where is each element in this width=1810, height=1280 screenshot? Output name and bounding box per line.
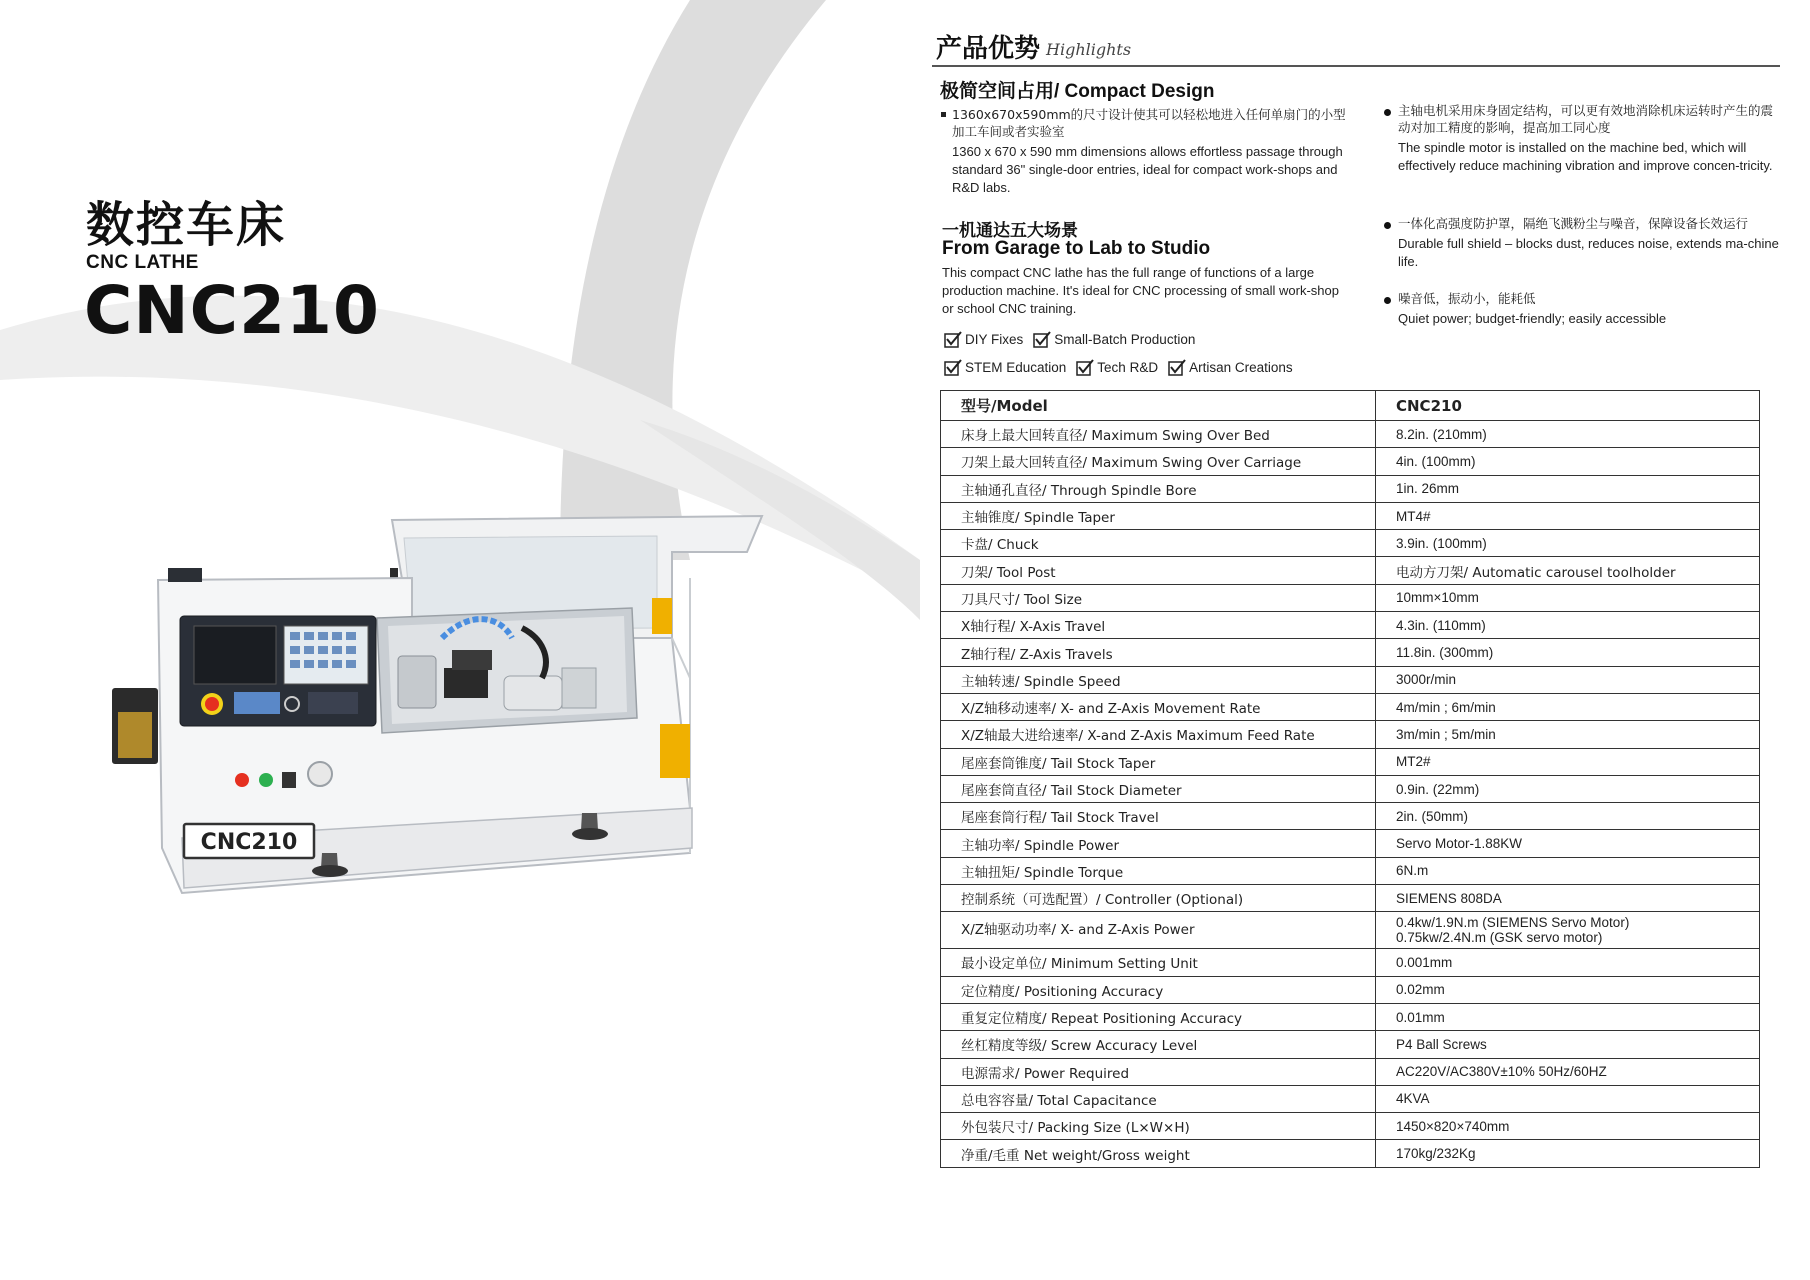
spec-label: 总电容容量/ Total Capacitance xyxy=(941,1085,1376,1112)
compact-heading: 极简空间占用/ Compact Design xyxy=(940,81,1215,102)
scenario-heading-en: From Garage to Lab to Studio xyxy=(942,238,1211,259)
spec-label: 主轴锥度/ Spindle Taper xyxy=(941,502,1376,529)
spec-row xyxy=(941,666,1760,693)
spec-row xyxy=(941,949,1760,976)
cnc-lathe-illustration xyxy=(112,508,812,1028)
spec-row xyxy=(941,502,1760,529)
spec-label: X轴行程/ X-Axis Travel xyxy=(941,612,1376,639)
spec-label: X/Z轴移动速率/ X- and Z-Axis Movement Rate xyxy=(941,693,1376,720)
spec-row xyxy=(941,1113,1760,1140)
spec-value: 8.2in. (210mm) xyxy=(1376,421,1760,448)
scenario-item: DIY Fixes xyxy=(944,331,1023,348)
spec-label: 主轴转速/ Spindle Speed xyxy=(941,666,1376,693)
scenario-body: This compact CNC lathe has the full range of functions of a large production machine. It's ideal for CNC processing of small work-shop or school CNC training. xyxy=(942,265,1339,316)
spec-row xyxy=(941,721,1760,748)
spec-value: 3m/min ; 5m/min xyxy=(1376,721,1760,748)
check-box-icon xyxy=(944,359,962,376)
spec-value: 4KVA xyxy=(1376,1085,1760,1112)
spec-label: 定位精度/ Positioning Accuracy xyxy=(941,976,1376,1003)
check-box-icon xyxy=(1168,359,1186,376)
spec-row xyxy=(941,584,1760,611)
spec-row xyxy=(941,748,1760,775)
spec-value: 170kg/232Kg xyxy=(1376,1140,1760,1167)
spec-row xyxy=(941,803,1760,830)
spec-label: 控制系统（可选配置）/ Controller (Optional) xyxy=(941,885,1376,912)
spec-row xyxy=(941,421,1760,448)
spec-label: 尾座套筒锥度/ Tail Stock Taper xyxy=(941,748,1376,775)
round-bullet-icon xyxy=(1384,222,1391,229)
compact-cn: 1360x670x590mm的尺寸设计使其可以轻松地进入任何单扇门的小型加工车间或者实验室 xyxy=(952,107,1346,139)
spec-row xyxy=(941,557,1760,584)
spec-label: 主轴通孔直径/ Through Spindle Bore xyxy=(941,475,1376,502)
spec-label: X/Z轴驱动功率/ X- and Z-Axis Power xyxy=(941,912,1376,949)
spec-label: 刀具尺寸/ Tool Size xyxy=(941,584,1376,611)
spec-label: 丝杠精度等级/ Screw Accuracy Level xyxy=(941,1031,1376,1058)
spec-label: 卡盘/ Chuck xyxy=(941,530,1376,557)
check-box-icon xyxy=(1076,359,1094,376)
scenario-item: Artisan Creations xyxy=(1168,359,1293,376)
spec-label: 重复定位精度/ Repeat Positioning Accuracy xyxy=(941,1003,1376,1030)
product-model: CNC210 xyxy=(84,272,380,349)
square-bullet-icon xyxy=(941,112,946,117)
spec-value: SIEMENS 808DA xyxy=(1376,885,1760,912)
spec-value: 11.8in. (300mm) xyxy=(1376,639,1760,666)
spec-label: 尾座套筒行程/ Tail Stock Travel xyxy=(941,803,1376,830)
scenario-item: Tech R&D xyxy=(1076,359,1158,376)
bullet-vibration: 主轴电机采用床身固定结构，可以更有效地消除机床运转时产生的震动对加工精度的影响，提高加工同心度 The spindle motor is installed on the machine bed, which will effectively reduce machining vibration and improve concen-tricity. xyxy=(1398,103,1774,173)
round-bullet-icon xyxy=(1384,109,1391,116)
spec-value: 0.01mm xyxy=(1376,1003,1760,1030)
highlights-title: 产品优势 xyxy=(936,34,1041,64)
scenario-heading-cn: 一机通达五大场景 xyxy=(942,221,1078,241)
bullet-quiet: 噪音低，振动小，能耗低 Quiet power; budget-friendly; easily accessible xyxy=(1398,291,1667,326)
spec-row xyxy=(941,1031,1760,1058)
spec-value: 4in. (100mm) xyxy=(1376,448,1760,475)
check-box-icon xyxy=(1033,331,1051,348)
machine-nameplate: CNC210 xyxy=(200,830,298,855)
spec-row xyxy=(941,857,1760,884)
spec-row xyxy=(941,1140,1760,1167)
spec-label: 主轴功率/ Spindle Power xyxy=(941,830,1376,857)
product-title-cn: 数控车床 xyxy=(86,197,287,253)
spec-label: 净重/毛重 Net weight/Gross weight xyxy=(941,1140,1376,1167)
spec-value: 10mm×10mm xyxy=(1376,584,1760,611)
bullet-shield: 一体化高强度防护罩，隔绝飞溅粉尘与噪音，保障设备长效运行 Durable full shield – blocks dust, reduces noise, extends ma-chine life. xyxy=(1398,216,1779,269)
spec-value: AC220V/AC380V±10% 50Hz/60HZ xyxy=(1376,1058,1760,1085)
highlights-rule xyxy=(932,65,1780,67)
spec-row xyxy=(941,1003,1760,1030)
spec-row xyxy=(941,693,1760,720)
spec-row xyxy=(941,475,1760,502)
spec-value: P4 Ball Screws xyxy=(1376,1031,1760,1058)
spec-label: 刀架/ Tool Post xyxy=(941,557,1376,584)
spec-value: 2in. (50mm) xyxy=(1376,803,1760,830)
spec-value: Servo Motor-1.88KW xyxy=(1376,830,1760,857)
spec-row xyxy=(941,639,1760,666)
spec-row xyxy=(941,448,1760,475)
spec-label: 主轴扭矩/ Spindle Torque xyxy=(941,857,1376,884)
scenario-row-2 xyxy=(944,359,1293,376)
check-box-icon xyxy=(944,331,962,348)
spec-row xyxy=(941,1058,1760,1085)
scenario-item: STEM Education xyxy=(944,359,1066,376)
spec-value: 3000r/min xyxy=(1376,666,1760,693)
spec-value: 3.9in. (100mm) xyxy=(1376,530,1760,557)
spec-value: 0.9in. (22mm) xyxy=(1376,775,1760,802)
spec-row xyxy=(941,976,1760,1003)
spec-row xyxy=(941,912,1760,949)
spec-header-label: 型号/Model xyxy=(941,391,1376,421)
round-bullet-icon xyxy=(1384,297,1391,304)
spec-label: 电源需求/ Power Required xyxy=(941,1058,1376,1085)
spec-row xyxy=(941,830,1760,857)
spec-label: 刀架上最大回转直径/ Maximum Swing Over Carriage xyxy=(941,448,1376,475)
spec-row xyxy=(941,530,1760,557)
spec-value: 4m/min ; 6m/min xyxy=(1376,693,1760,720)
spec-label: 尾座套筒直径/ Tail Stock Diameter xyxy=(941,775,1376,802)
spec-value: 0.4kw/1.9N.m (SIEMENS Servo Motor) 0.75kw/2.4N.m (GSK servo motor) xyxy=(1376,912,1760,949)
scenario-row-1 xyxy=(944,331,1195,348)
spec-value: 1in. 26mm xyxy=(1376,475,1760,502)
spec-value: 6N.m xyxy=(1376,857,1760,884)
compact-en: 1360 x 670 x 590 mm dimensions allows effortless passage through standard 36" single-door entries, ideal for compact work-shops and R&D labs. xyxy=(952,144,1343,195)
highlights-script: Highlights xyxy=(1046,40,1132,59)
spec-value: MT2# xyxy=(1376,748,1760,775)
spec-label: 床身上最大回转直径/ Maximum Swing Over Bed xyxy=(941,421,1376,448)
spec-row xyxy=(941,1085,1760,1112)
spec-row xyxy=(941,612,1760,639)
spec-row xyxy=(941,775,1760,802)
spec-table xyxy=(940,390,1760,1168)
spec-value: 1450×820×740mm xyxy=(1376,1113,1760,1140)
spec-header-value: CNC210 xyxy=(1376,391,1760,421)
scenario-item: Small-Batch Production xyxy=(1033,331,1195,348)
spec-value: MT4# xyxy=(1376,502,1760,529)
spec-value: 4.3in. (110mm) xyxy=(1376,612,1760,639)
spec-label: Z轴行程/ Z-Axis Travels xyxy=(941,639,1376,666)
spec-label: 最小设定单位/ Minimum Setting Unit xyxy=(941,949,1376,976)
product-title-en: CNC LATHE xyxy=(86,252,199,273)
spec-value: 电动方刀架/ Automatic carousel toolholder xyxy=(1376,557,1760,584)
spec-value: 0.02mm xyxy=(1376,976,1760,1003)
spec-row xyxy=(941,885,1760,912)
spec-label: X/Z轴最大进给速率/ X-and Z-Axis Maximum Feed Rate xyxy=(941,721,1376,748)
spec-value: 0.001mm xyxy=(1376,949,1760,976)
spec-header-row xyxy=(941,391,1760,421)
spec-label: 外包装尺寸/ Packing Size (L×W×H) xyxy=(941,1113,1376,1140)
